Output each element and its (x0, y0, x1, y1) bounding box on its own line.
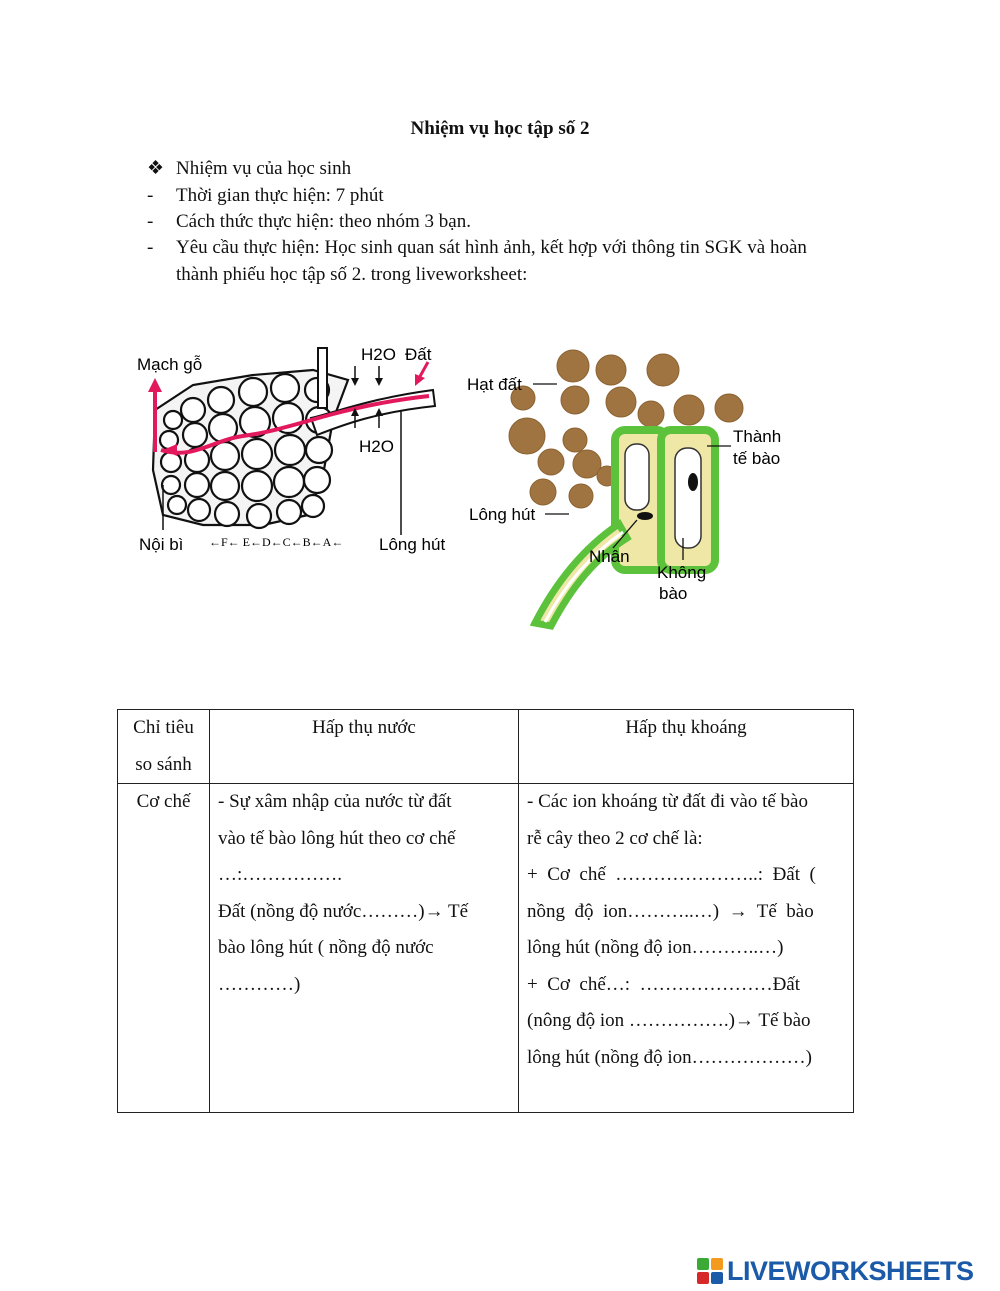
label-mach-go: Mạch gỗ (137, 355, 203, 374)
table-row (118, 784, 854, 1113)
cell-line: rễ cây theo 2 cơ chế là: (527, 827, 703, 849)
root-cross-section-drawing (133, 340, 453, 560)
label-noi-bi: Nội bì (139, 535, 184, 554)
header-criteria (118, 710, 210, 784)
cell-line: + Cơ chế…: …………………Đất (527, 973, 801, 995)
bullet-line (147, 235, 807, 261)
cell-line: + Cơ chế …………………..: Đất ( (527, 864, 816, 885)
cell-line: bào lông hút ( nồng độ nước (218, 937, 434, 958)
label-thanh: Thành (733, 427, 782, 446)
cell-line: lông hút (nồng độ ion………..…) (527, 937, 784, 958)
label-hat-dat: Hạt đất (467, 375, 522, 394)
cell-line: lông hút (nồng độ ion………………) (527, 1046, 812, 1068)
label-khong: Không (657, 563, 707, 582)
label-bao: bào (659, 584, 688, 603)
table-header-row (118, 710, 854, 784)
cell-water-mechanism[interactable] (210, 784, 519, 1113)
bullet-text: Yêu cầu thực hiện: Học sinh quan sát hình ảnh, kết hợp với thông tin SGK và hoàn (176, 237, 807, 258)
label-te-bao: tế bào (733, 449, 781, 468)
cell-line: (nông độ ion …………….)→ Tế bào (527, 1010, 811, 1031)
root-cross-section-figure (133, 340, 453, 560)
label-nhan: Nhân (589, 547, 630, 566)
root-hair-cell-figure (463, 348, 793, 633)
page-title: Nhiệm vụ học tập số 2 (410, 118, 590, 139)
bullet-text: Nhiệm vụ của học sinh (176, 158, 352, 179)
header-mineral-absorption: Hấp thụ khoáng (519, 710, 854, 784)
bullet-line (147, 209, 471, 235)
header-criteria-line: Chỉ tiêu (133, 717, 194, 738)
label-long-hut-right: Lông hút (469, 505, 536, 524)
cell-line: - Sự xâm nhập của nước từ đất (218, 791, 452, 812)
label-long-hut: Lông hút (379, 535, 446, 554)
cell-line: …………) (218, 973, 301, 995)
bullet-text: Thời gian thực hiện: 7 phút (176, 185, 384, 206)
root-hair-cell-drawing (463, 348, 793, 633)
header-criteria-line: so sánh (135, 753, 192, 775)
header-water-absorption: Hấp thụ nước (210, 710, 519, 784)
bullet-line (147, 156, 351, 182)
bullet-text: Cách thức thực hiện: theo nhóm 3 bạn. (176, 211, 471, 232)
cell-line: …:……………. (218, 864, 343, 885)
label-h2o-bottom: H2O (359, 437, 394, 456)
bullet-mark: ❖ (147, 158, 165, 179)
comparison-table (117, 709, 854, 1113)
liveworksheets-logo[interactable] (697, 1253, 974, 1289)
bullet-mark: - (147, 185, 154, 206)
cell-mineral-mechanism[interactable] (519, 784, 854, 1113)
bullet-mark: - (147, 211, 154, 232)
bullet-mark: - (147, 237, 154, 258)
logo-text: LIVEWORKSHEETS (727, 1255, 974, 1286)
cell-line: - Các ion khoáng từ đất đi vào tế bào (527, 791, 808, 812)
label-sequence: ←F← E←D←C←B←A← (209, 535, 344, 549)
label-h2o-top: H2O (361, 345, 396, 364)
liveworksheets-logo-icon (697, 1258, 723, 1284)
row-label-mechanism: Cơ chế (118, 784, 210, 1113)
cell-line: vào tế bào lông hút theo cơ chế (218, 827, 456, 849)
cell-line: Đất (nồng độ nước………)→ Tế (218, 900, 469, 922)
bullet-text: thành phiếu học tập số 2. trong liveworksheet: (176, 264, 528, 285)
cell-line: nồng độ ion………..…) → Tế bào (527, 900, 814, 922)
label-dat: Đất (405, 345, 432, 364)
bullet-line (147, 183, 384, 209)
bullet-line (147, 262, 527, 288)
